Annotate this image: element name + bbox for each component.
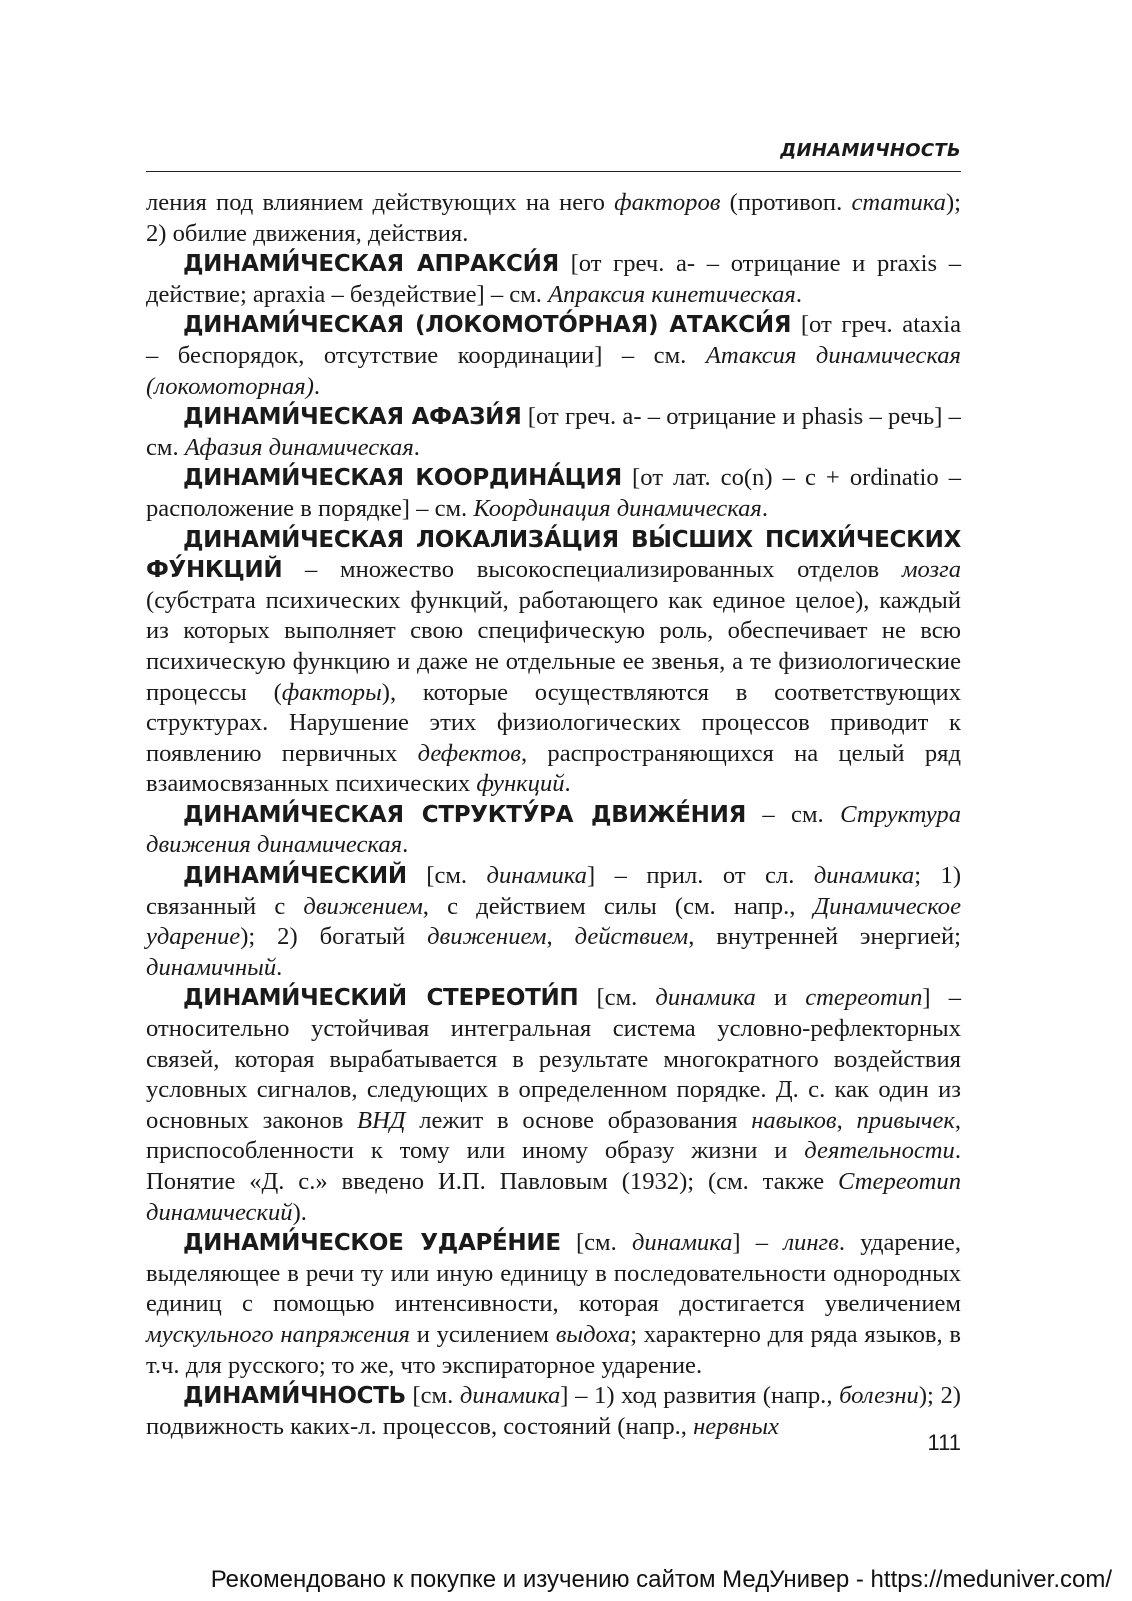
text-run: (противоп. xyxy=(720,189,852,216)
text-run: . xyxy=(276,953,283,981)
text-run: ления под влиянием действующих на него xyxy=(146,189,615,216)
italic-term: выдоха xyxy=(555,1320,631,1348)
italic-term: нервных xyxy=(693,1412,779,1440)
text-run: – см. xyxy=(745,800,841,828)
text-run: ] – относительно устойчивая интегральная система условно-рефлекторных связей, которая вырабатывается в результате многократного воздействия условных сигналов, следующих в определенном порядке. Д. с. как один из основных законов xyxy=(146,984,961,1134)
text-run: [от греч. а- – отрицание и praxis – действие; apraxia – бездействие] – см. xyxy=(146,250,962,308)
text-run: – множество высокоспециализированных отделов xyxy=(282,556,902,584)
text-run: , с действием силы (см. напр., xyxy=(422,892,814,920)
italic-term: движением xyxy=(303,892,423,920)
italic-term: Координация динамическая xyxy=(473,494,762,522)
dictionary-entry xyxy=(146,983,961,1228)
dictionary-entry xyxy=(146,525,961,800)
text-run: и xyxy=(755,984,806,1012)
italic-term: динамика xyxy=(813,862,915,890)
italic-term: навыков xyxy=(751,1106,837,1134)
dictionary-entry xyxy=(146,249,961,310)
page-number: 111 xyxy=(927,1430,961,1455)
running-head: ДИНАМИЧНОСТЬ xyxy=(780,140,961,161)
entry-headword: ДИНАМИ́ЧЕСКИЙ СТЕРЕОТИ́П xyxy=(183,985,579,1012)
italic-term: динамика xyxy=(631,1229,733,1257)
text-run: [от греч. а- – отрицание и phasis – речь] – см. xyxy=(146,403,961,461)
dictionary-entry xyxy=(146,402,961,463)
italic-term: динамика xyxy=(655,984,756,1012)
text-run: . ударение, выделяющее в речи ту или иную единицу в последовательности однородных единиц с помощью интенсивности, которая достигается увеличением xyxy=(146,1229,961,1318)
text-run: . xyxy=(761,494,768,522)
text-run: [см. xyxy=(560,1229,632,1257)
text-run: ). xyxy=(292,1198,307,1226)
dictionary-entry xyxy=(146,800,961,861)
text-run: ; 1) связанный с xyxy=(146,862,962,920)
italic-term: дефектов xyxy=(417,739,521,767)
italic-term: мозга xyxy=(901,556,961,584)
italic-term: динамика xyxy=(486,862,587,890)
entry-headword: ДИНАМИ́ЧЕСКАЯ ЛОКАЛИЗА́ЦИЯ ВЫ́СШИХ ПСИХИ́ЧЕСКИХ ФУ́НКЦИЙ xyxy=(146,526,961,584)
text-run: ; характерно для ряда языков, в т.ч. для русского; то же, что экспираторное ударение. xyxy=(146,1320,961,1379)
italic-term: факторы xyxy=(281,678,382,706)
text-run: [см. xyxy=(578,984,656,1012)
entry-headword: ДИНАМИ́ЧЕСКАЯ АФАЗИ́Я xyxy=(183,404,522,431)
text-run: [см. xyxy=(406,862,487,890)
italic-term: факторов xyxy=(614,189,721,216)
italic-term: динамика xyxy=(459,1382,561,1410)
text-run: , xyxy=(836,1106,857,1134)
text-run: ); 2) подвижность каких-л. процессов, состояний (напр., xyxy=(146,1382,961,1440)
dictionary-entry xyxy=(146,1228,961,1381)
italic-term: деятельности xyxy=(804,1137,955,1165)
italic-term: привычек xyxy=(856,1106,955,1134)
text-run: ), которые осуществляются в соответствующих структурах. Нарушение этих физиологических процессов приводит к появлению первичных xyxy=(146,678,962,767)
header-rule xyxy=(146,171,961,172)
text-run: , внутренней энергией; xyxy=(688,923,961,951)
text-run: [от греч. ataxia – беспорядок, отсутствие координации] – см. xyxy=(146,311,961,369)
text-run: . xyxy=(313,372,321,400)
text-run: ); 2) обилие движения, действия. xyxy=(146,189,961,247)
entry-headword: ДИНАМИ́ЧНОСТЬ xyxy=(183,1383,406,1410)
italic-term: Атаксия динамическая (локомоторная) xyxy=(146,341,961,400)
text-run: . xyxy=(402,831,409,859)
entry-headword: ДИНАМИ́ЧЕСКАЯ (ЛОКОМОТО́РНАЯ) АТАКСИ́Я xyxy=(183,312,792,339)
italic-term: движением xyxy=(427,923,547,951)
text-run: ] – 1) ход развития (напр., xyxy=(560,1382,840,1410)
footer-note: Рекомендовано к покупке и изучению сайтом МедУнивер - https://meduniver.com/ xyxy=(210,1566,1112,1593)
italic-term: стереотип xyxy=(805,984,923,1012)
text-run: , xyxy=(546,923,575,951)
italic-term: болезни xyxy=(839,1382,919,1410)
entry-headword: ДИНАМИ́ЧЕСКАЯ КООРДИНА́ЦИЯ xyxy=(183,465,622,492)
italic-term: ВНД xyxy=(357,1106,406,1134)
text-run: . xyxy=(795,280,803,308)
continuation-paragraph xyxy=(146,188,961,249)
entry-headword: ДИНАМИ́ЧЕСКАЯ СТРУКТУ́РА ДВИЖЕ́НИЯ xyxy=(183,801,746,828)
italic-term: Апраксия кинетическая xyxy=(548,280,796,308)
text-run: лежит в основе образования xyxy=(405,1106,752,1134)
dictionary-entry xyxy=(146,463,961,524)
text-run: , распространяющихся на целый ряд взаимосвязанных психических xyxy=(146,739,961,798)
dictionary-entry xyxy=(146,310,961,402)
italic-term: Динамическое ударение xyxy=(146,892,961,951)
text-run: [от лат. co(n) – с + ordinatio – расположение в порядке] – см. xyxy=(146,464,961,522)
text-run: ] – xyxy=(732,1229,784,1257)
dictionary-text xyxy=(146,188,961,1442)
text-run: и усилением xyxy=(409,1320,556,1348)
entry-headword: ДИНАМИ́ЧЕСКАЯ АПРАКСИ́Я xyxy=(183,251,559,278)
text-run: . Понятие «Д. с.» введено И.П. Павловым (1932); (см. также xyxy=(146,1137,961,1195)
italic-term: действием xyxy=(574,923,689,951)
italic-term: Стереотип динамический xyxy=(146,1168,961,1226)
italic-term: статика xyxy=(851,189,946,216)
italic-term: функций xyxy=(476,770,565,798)
entry-headword: ДИНАМИ́ЧЕСКОЕ УДАРЕ́НИЕ xyxy=(183,1230,561,1257)
italic-term: лингв xyxy=(783,1229,839,1257)
entry-headword: ДИНАМИ́ЧЕСКИЙ xyxy=(183,863,407,890)
italic-term: Афазия динамическая xyxy=(184,433,414,461)
italic-term: Структура движения динамическая xyxy=(146,800,961,859)
dictionary-entry xyxy=(146,861,961,983)
text-run: [см. xyxy=(405,1382,460,1410)
text-run: ] – прил. от сл. xyxy=(586,862,814,890)
text-run: . xyxy=(564,770,571,798)
italic-term: мускульного напряжения xyxy=(146,1320,410,1348)
text-run: (субстрата психических функций, работающего как единое целое), каждый из которых выполняет свою специфическую роль, обеспечивает не всю психическую функцию и даже не отдельные ее звенья, а те физиологические процессы ( xyxy=(146,586,961,706)
text-run: , приспособленности к тому или иному образу жизни и xyxy=(146,1106,962,1165)
text-run: . xyxy=(413,433,420,461)
italic-term: динамичный xyxy=(146,953,277,981)
text-run: ); 2) богатый xyxy=(240,923,428,951)
